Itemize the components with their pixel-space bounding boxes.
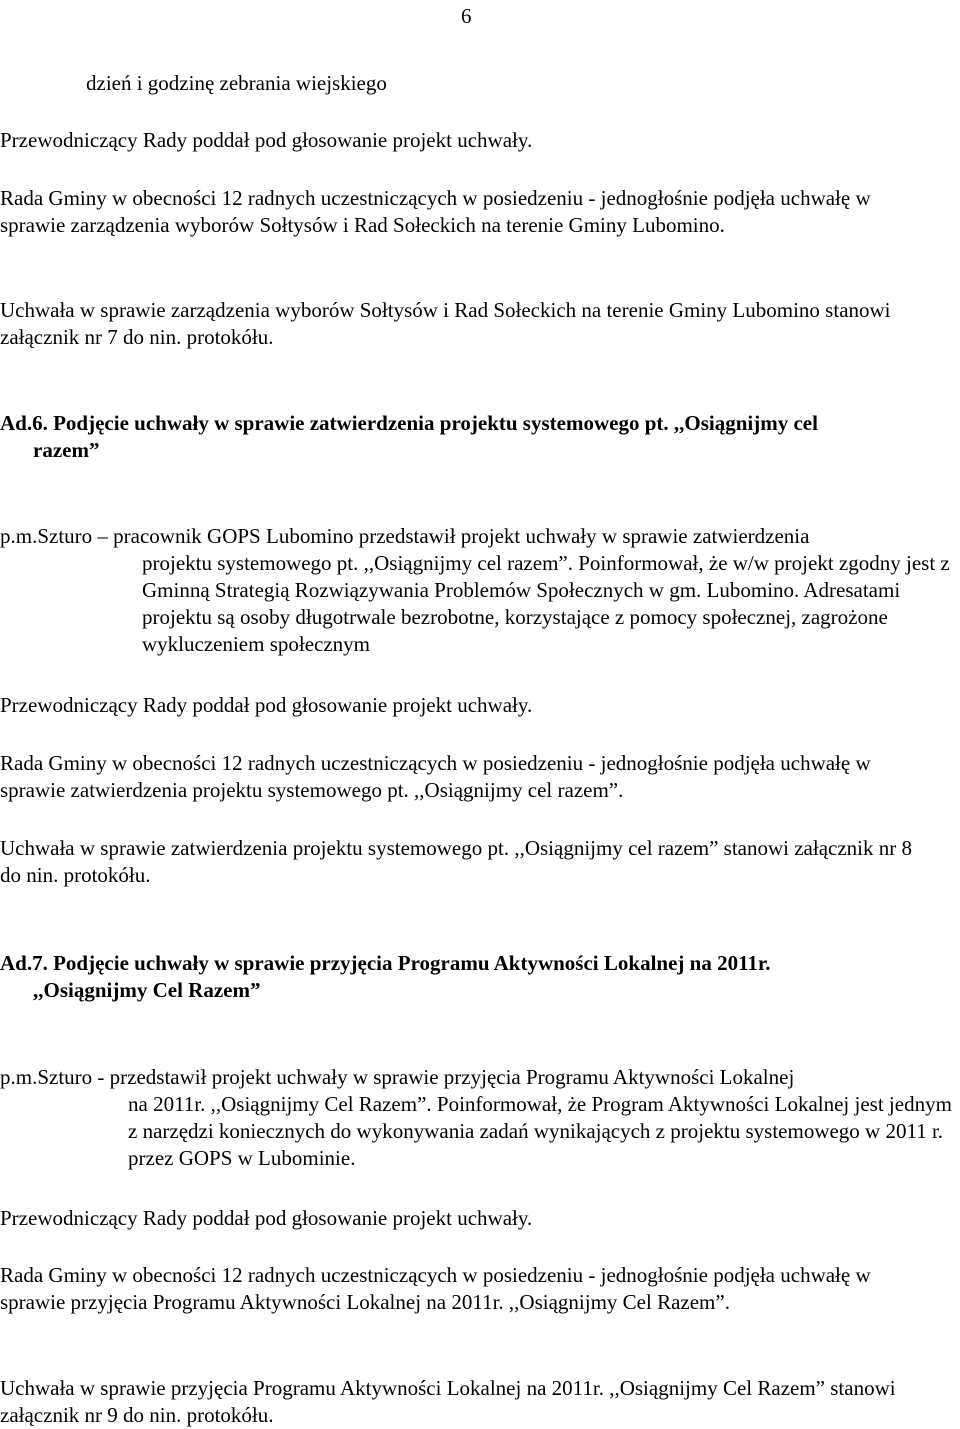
paragraph-attachment-8: Uchwała w sprawie zatwierdzenia projektu systemowego pt. ,,Osiągnijmy cel razem” stanowi załącznik nr 8 do nin. protokółu. [0,836,913,887]
paragraph-szturo-1-line1: p.m.Szturo – pracownik GOPS Lubomino przedstawił projekt uchwały w sprawie zatwierdzenia [0,524,810,548]
heading-ad-6-line1: Ad.6. Podjęcie uchwały w sprawie zatwierdzenia projektu systemowego pt. ,,Osiągnijmy cel [0,411,818,435]
paragraph-resolution-1: Rada Gminy w obecności 12 radnych uczestniczących w posiedzeniu - jednogłośnie podjęła uchwałę w sprawie zarządzenia wyborów Sołtysów i Rad Sołeckich na terenie Gminy Lubomino. [0,186,871,237]
heading-ad-6-line2: razem” [33,438,100,462]
paragraph-resolution-2: Rada Gminy w obecności 12 radnych uczestniczących w posiedzeniu - jednogłośnie podjęła uchwałę w sprawie zatwierdzenia projektu systemowego pt. ,,Osiągnijmy cel razem”. [0,751,871,802]
paragraph-attachment-7: Uchwała w sprawie zarządzenia wyborów Sołtysów i Rad Sołeckich na terenie Gminy Lubomino stanowi załącznik nr 7 do nin. protokółu. [0,298,891,349]
heading-ad-7-line2: ,,Osiągnijmy Cel Razem” [33,978,261,1002]
heading-ad-7-line1: Ad.7. Podjęcie uchwały w sprawie przyjęcia Programu Aktywności Lokalnej na 2011r. [0,951,771,975]
paragraph-vote-2: Przewodniczący Rady poddał pod głosowanie projekt uchwały. [0,693,533,717]
paragraph-szturo-1 [0,523,958,658]
heading-ad-7 [0,950,958,1004]
paragraph-szturo-1-continuation: projektu systemowego pt. ,,Osiągnijmy cel razem”. Poinformował, że w/w projekt zgodny jest z Gminną Strategią Rozwiązywania Problemów Społecznych w gm. Lubomino. Adresatami projektu są osoby długotrwale bezrobotne, korzystające z pomocy społecznej, zagrożone wykluczeniem społecznym [142,551,950,656]
paragraph-vote-1: Przewodniczący Rady poddał pod głosowanie projekt uchwały. [0,128,533,152]
page-number: 6 [461,4,472,28]
paragraph-attachment-9: Uchwała w sprawie przyjęcia Programu Aktywności Lokalnej na 2011r. ,,Osiągnijmy Cel Razem” stanowi załącznik nr 9 do nin. protokółu. [0,1376,896,1427]
heading-ad-6 [0,410,958,464]
paragraph-vote-3: Przewodniczący Rady poddał pod głosowanie projekt uchwały. [0,1206,533,1230]
paragraph-szturo-2-line1: p.m.Szturo - przedstawił projekt uchwały w sprawie przyjęcia Programu Aktywności Lokalnej [0,1065,795,1089]
paragraph-meeting-date: dzień i godzinę zebrania wiejskiego [86,71,387,95]
paragraph-szturo-2-continuation: na 2011r. ,,Osiągnijmy Cel Razem”. Poinformował, że Program Aktywności Lokalnej jest jednym z narzędzi koniecznych do wykonywania zadań wynikających z projektu systemowego w 2011 r. przez GOPS w Lubominie. [128,1092,952,1170]
paragraph-szturo-2 [0,1064,958,1172]
paragraph-resolution-3: Rada Gminy w obecności 12 radnych uczestniczących w posiedzeniu - jednogłośnie podjęła uchwałę w sprawie przyjęcia Programu Aktywności Lokalnej na 2011r. ,,Osiągnijmy Cel Razem”. [0,1263,871,1314]
